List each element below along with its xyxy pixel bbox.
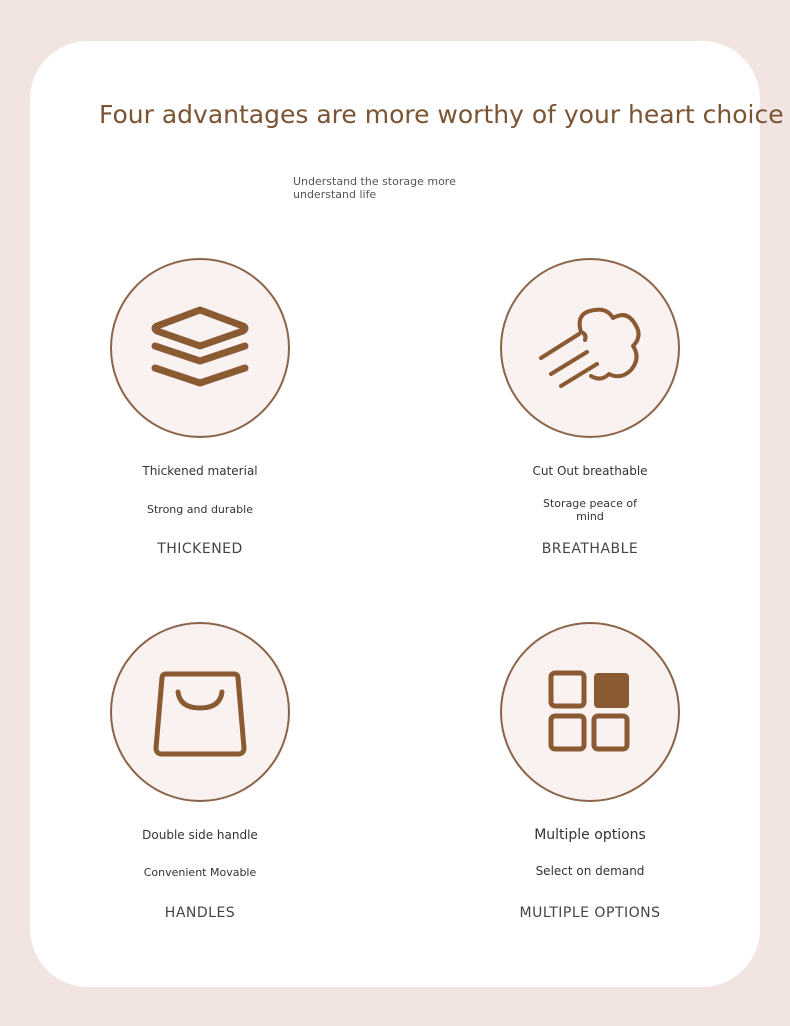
feature-subtitle: Storage peace of mind [543, 497, 637, 523]
feature-handles [110, 622, 290, 921]
feature-label: MULTIPLE OPTIONS [519, 905, 661, 921]
breeze-icon [535, 298, 645, 398]
feature-breathable [500, 258, 680, 557]
page-subtitle: Understand the storage more understand life [293, 175, 456, 201]
feature-label: HANDLES [164, 905, 236, 921]
feature-title: Double side handle [142, 828, 258, 842]
feature-title: Cut Out breathable [532, 464, 648, 478]
feature-title: Multiple options [534, 827, 646, 843]
feature-subtitle: Strong and durable [147, 503, 253, 516]
feature-label: THICKENED [157, 541, 243, 557]
feature-subtitle: Convenient Movable [143, 866, 257, 879]
feature-subtitle: Select on demand [535, 864, 645, 878]
bag-icon [150, 662, 250, 762]
feature-label: BREATHABLE [541, 541, 639, 557]
content-card [30, 41, 784, 987]
feature-circle [500, 258, 680, 438]
feature-multiple-options [500, 622, 680, 921]
feature-circle [110, 258, 290, 438]
feature-circle [500, 622, 680, 802]
layers-icon [145, 298, 255, 398]
headline-text: Four advantages are more worthy of your heart choice [99, 100, 784, 129]
feature-title: Thickened material [142, 464, 258, 478]
feature-thickened [110, 258, 290, 557]
page-headline [99, 97, 784, 145]
feature-circle [110, 622, 290, 802]
grid-icon [545, 667, 635, 757]
